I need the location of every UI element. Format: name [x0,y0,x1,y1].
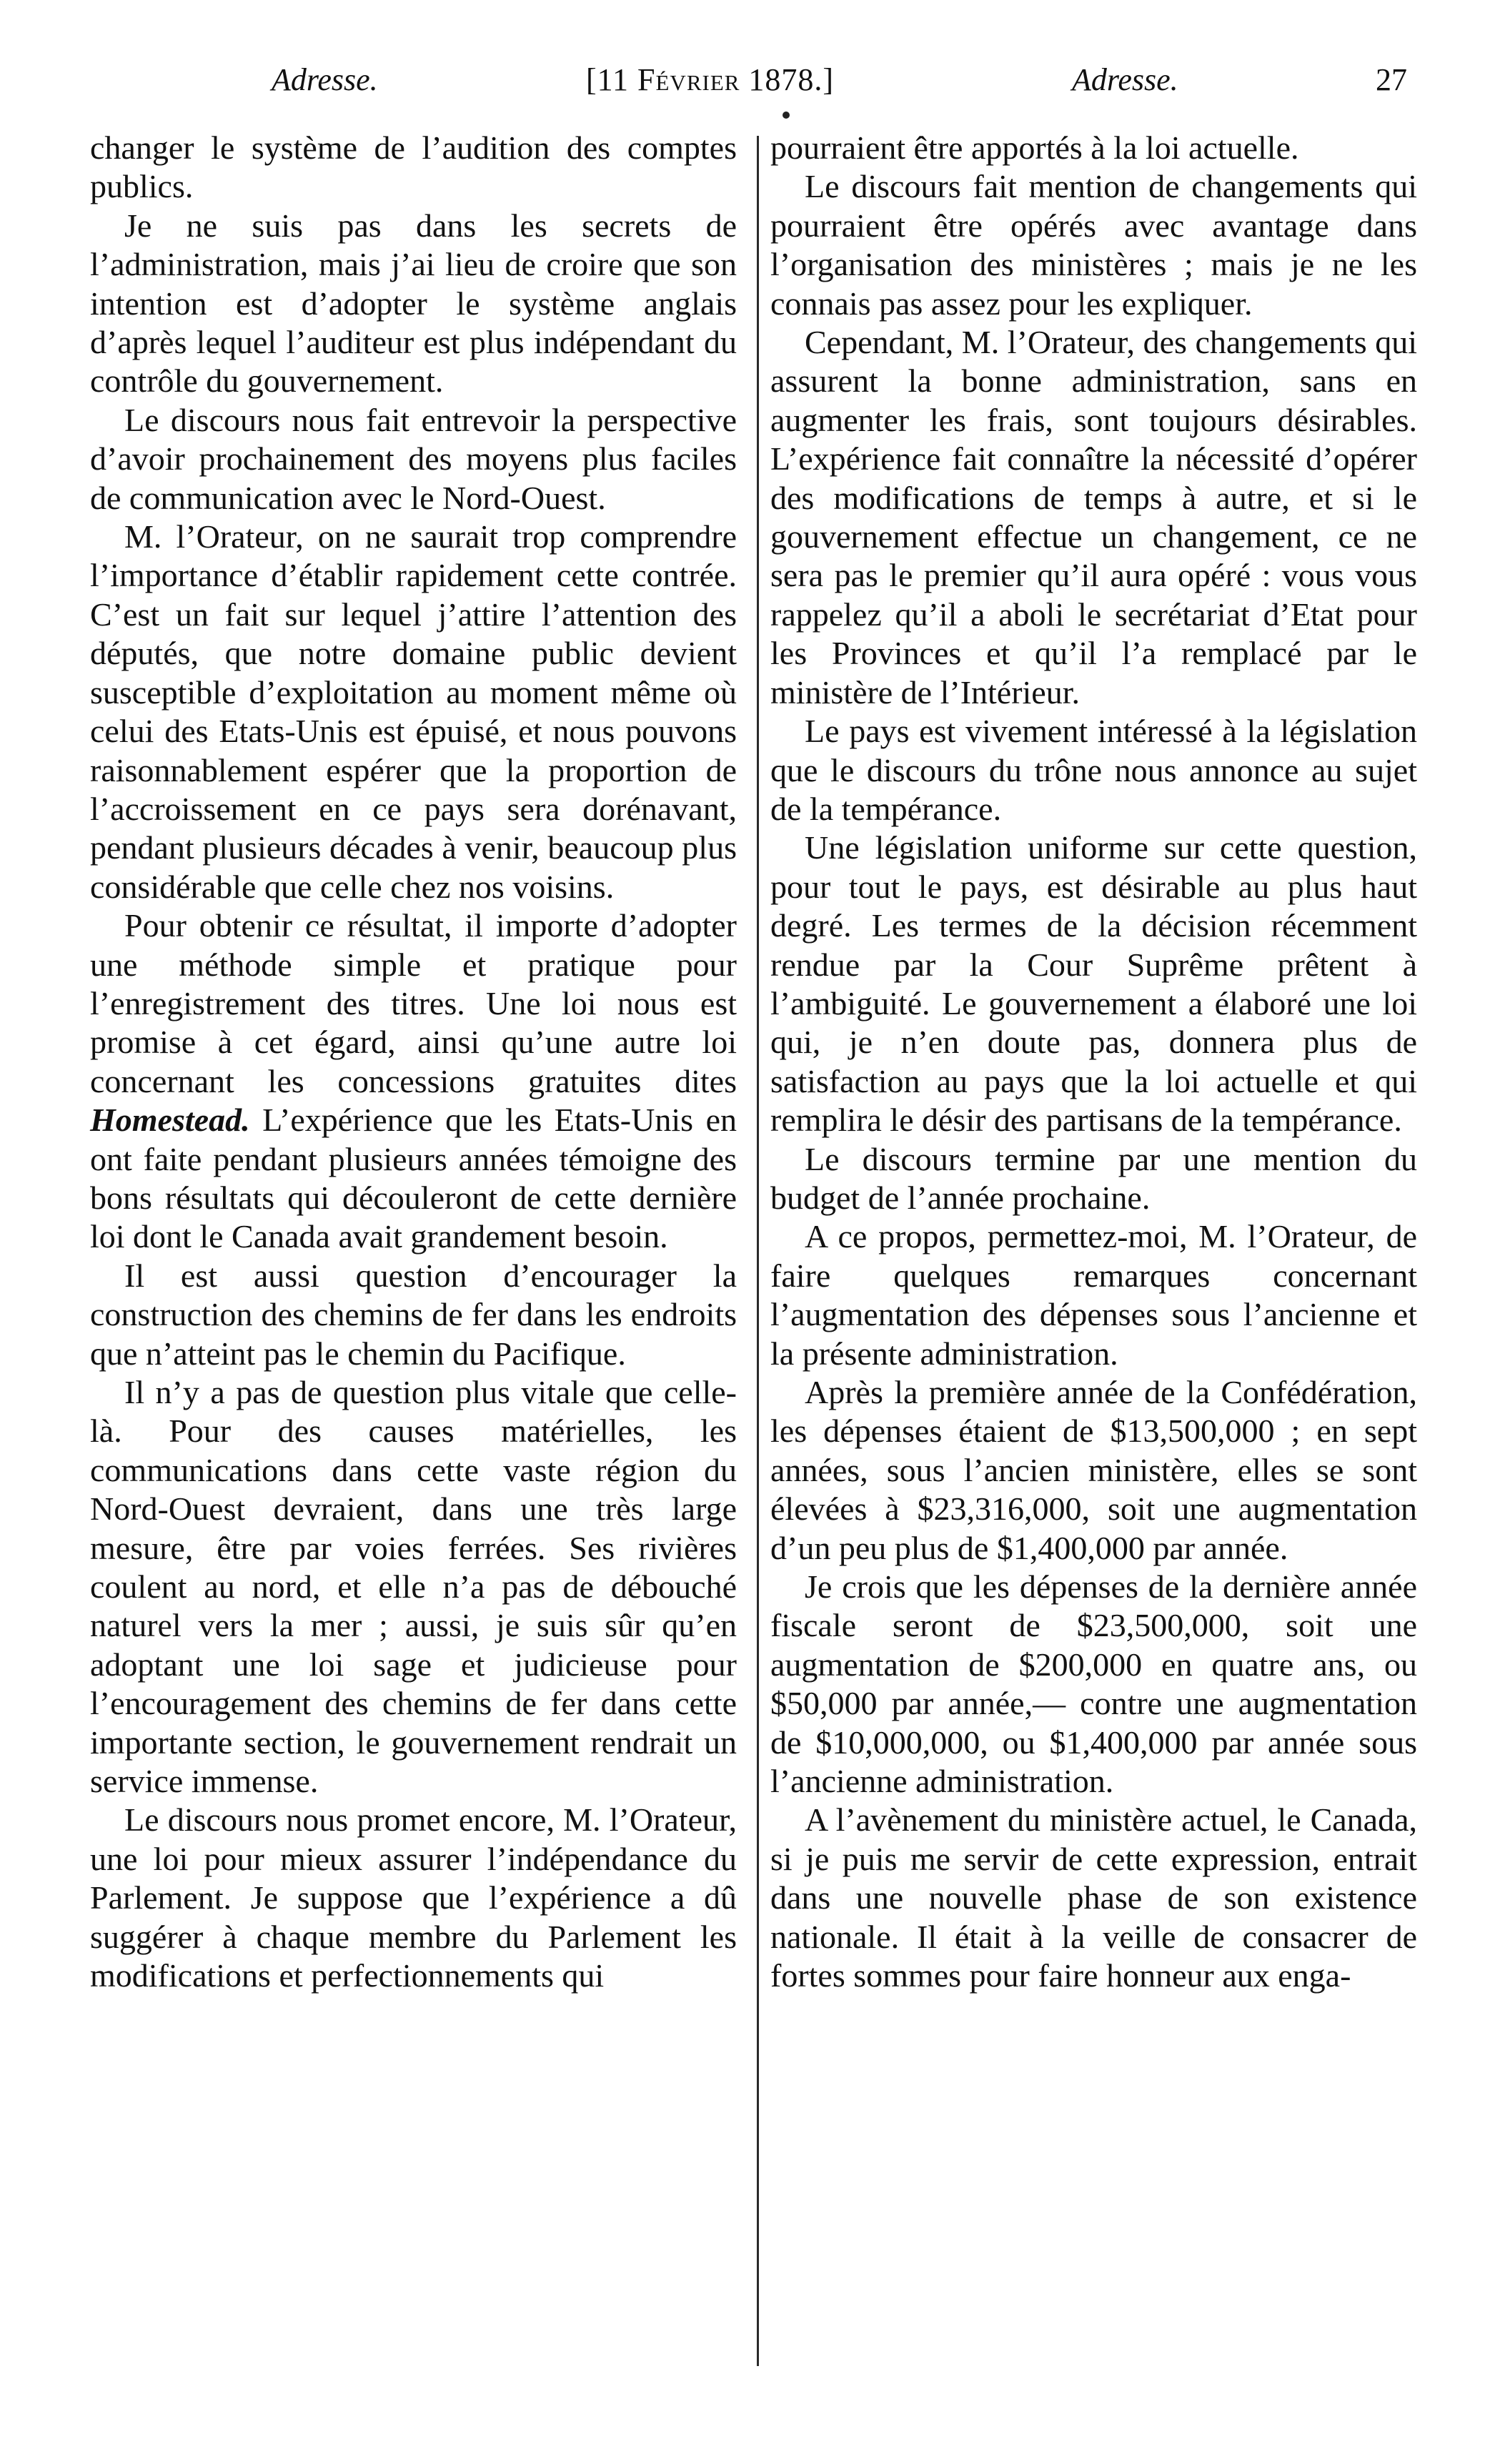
paragraph: Je ne suis pas dans les secrets de l’administration, mais j’ai lieu de croire que son intention est d’adopter le système anglais d’après lequel l’auditeur est plus indépendant du contrôle du gouvernement. [90,207,737,400]
paragraph: Une législation uniforme sur cette question, pour tout le pays, est désirable au plus haut degré. Les termes de la décision récemment rendue par la Cour Suprême prêtent à l’ambiguité. Le gouvernement a élaboré une loi qui, je n’en doute pas, donnera plus de satisfaction au pays que la loi actuelle et qui remplira le désir des partisans de la tempérance. [770,829,1417,1139]
paragraph-text: Pour obtenir ce résultat, il importe d’adopter une méthode simple et pratique pour l’enregistrement des titres. Une loi nous est promise à cet égard, ainsi qu’une autre loi concernant les concessions gratuites dites [90,907,737,1099]
paragraph: Il n’y a pas de question plus vitale que celle-là. Pour des causes matérielles, les communications dans cette vaste région du Nord-Ouest devraient, dans une très large mesure, être par voies ferrées. Ses rivières coulent au nord, et elle n’a pas de débouché naturel vers la mer ; aussi, je suis sûr qu’en adoptant une loi sage et judicieuse pour l’encouragement des chemins de fer dans cette importante section, le gouvernement rendrait un service immense. [90,1374,737,1800]
paragraph: Il est aussi question d’encourager la construction des chemins de fer dans les endroits que n’atteint pas le chemin du Pacifique. [90,1257,737,1372]
paragraph: Le pays est vivement intéressé à la législation que le discours du trône nous annonce au sujet de la tempérance. [770,713,1417,827]
page-number: 27 [1376,62,1407,97]
paragraph [90,906,737,1257]
paragraph: Le discours fait mention de changements qui pourraient être opérés avec avantage dans l’organisation des ministères ; mais je ne les connais pas assez pour les expliquer. [770,168,1417,322]
paragraph: A l’avènement du ministère actuel, le Canada, si je puis me servir de cette expression, entrait dans une nouvelle phase de son existence nationale. Il était à la veille de consacrer de fortes sommes pour faire honneur aux enga- [770,1801,1417,1994]
paragraph-text: L’expérience que les Etats-Unis en ont faite pendant plusieurs années témoigne des bons résultats qui découleront de cette dernière loi dont le Canada avait grandement besoin. [90,1102,737,1255]
paragraph: M. l’Orateur, on ne saurait trop comprendre l’importance d’établir rapidement cette contrée. C’est un fait sur lequel j’attire l’attention des députés, que notre domaine public devient susceptible d’exploitation au moment même où celui des Etats-Unis est épuisé, et nous pouvons raisonnablement espérer que la proportion de l’accroissement en ce pays sera dorénavant, pendant plusieurs décades à venir, beaucoup plus considérable que celle chez nos voisins. [90,518,737,905]
paragraph: changer le système de l’audition des comptes publics. [90,129,737,205]
paragraph: Le discours termine par une mention du budget de l’année prochaine. [770,1140,1417,1216]
left-column [90,129,737,1996]
italic-term: Homestead. [90,1102,250,1139]
running-head-left: Adresse. [272,62,378,97]
paragraph: Je crois que les dépenses de la dernière année fiscale seront de $23,500,000, soit une augmentation de $200,000 en quatre ans, ou $50,000 par année,— contre une augmentation de $10,000,000, ou $1,400,000 par année sous l’ancienne administration. [770,1568,1417,1800]
running-head-date: [11 Février 1878.] [586,62,835,97]
head-ornament-dot [783,112,790,119]
paragraph: Après la première année de la Confédération, les dépenses étaient de $13,500,000 ; en sept années, sous l’ancien ministère, elles se sont élevées à $23,316,000, soit une augmentation d’un peu plus de $1,400,000 par année. [770,1374,1417,1566]
paragraph: Cependant, M. l’Orateur, des changements qui assurent la bonne administration, sans en augmenter les frais, sont toujours désirables. L’expérience fait connaître la nécessité d’opérer des modifications de temps à autre, et si le gouvernement effectue un changement, ce ne sera pas le premier qu’il aura opéré : vous vous rappelez qu’il a aboli le secrétariat d’Etat pour les Provinces et qu’il l’a remplacé par le ministère de l’Intérieur. [770,324,1417,711]
paragraph: A ce propos, permettez-moi, M. l’Orateur, de faire quelques remarques concernant l’augmentation des dépenses sous l’ancienne et la présente administration. [770,1218,1417,1372]
column-divider [757,136,759,2366]
running-head-right: Adresse. [1072,62,1178,97]
running-head [272,51,1415,109]
paragraph: Le discours nous fait entrevoir la perspective d’avoir prochainement des moyens plus faciles de communication avec le Nord-Ouest. [90,401,737,516]
paragraph: Le discours nous promet encore, M. l’Orateur, une loi pour mieux assurer l’indépendance du Parlement. Je suppose que l’expérience a dû suggérer à chaque membre du Parlement les modifications et perfectionnements qui [90,1801,737,1994]
paragraph: pourraient être apportés à la loi actuelle. [770,129,1299,166]
right-column [770,129,1417,1996]
